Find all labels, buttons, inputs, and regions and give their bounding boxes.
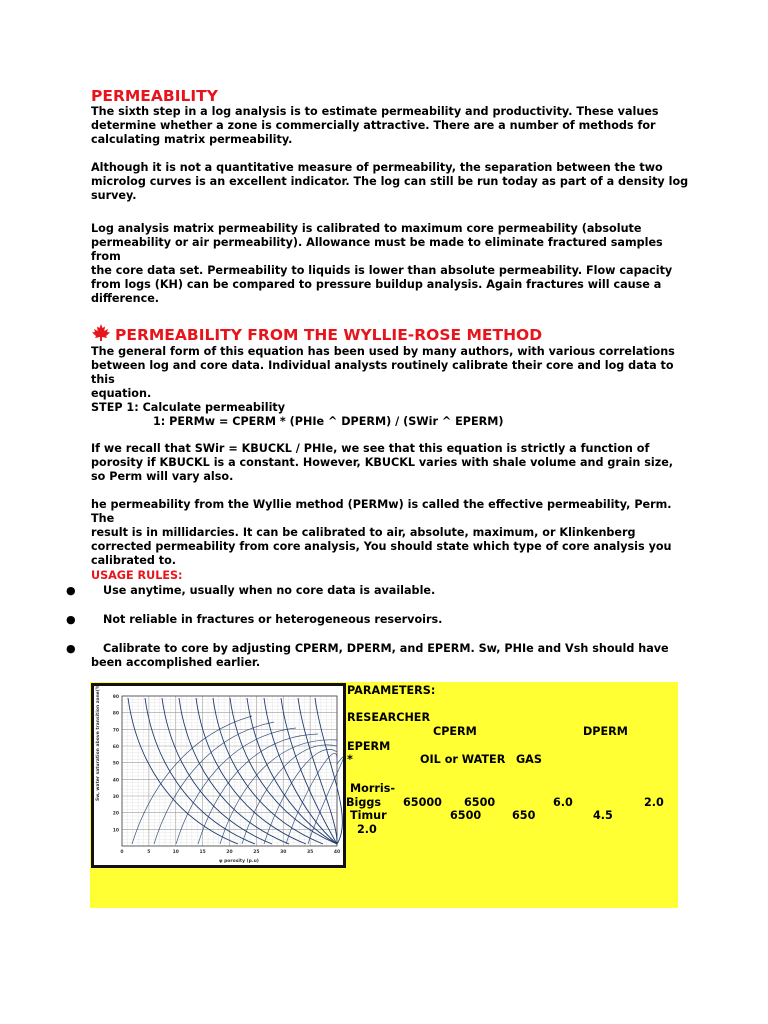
permeability-curve — [298, 698, 337, 844]
x-tick-label: 25 — [253, 850, 260, 855]
x-tick-label: 30 — [280, 850, 287, 855]
row1-researcher-line2: Biggs — [346, 796, 382, 809]
eperm-header: EPERM — [347, 740, 391, 753]
paragraph-micrologs: Although it is not a quantitative measure of permeability, the separation between the two microlog curves is an excellent indicator. The log can still be run today as part of a density log survey. — [91, 161, 689, 202]
y-tick-label: 30 — [112, 795, 119, 800]
row1-dperm: 6.0 — [553, 796, 573, 809]
row1-researcher-line1: Morris- — [350, 782, 395, 795]
star-marker: * — [347, 753, 353, 766]
paragraph-calibration: Log analysis matrix permeability is calibrated to maximum core permeability (absolute permeability or air permeability). Allowance must be made to eliminate fractured samples from the core data set. Permeability to liquids is lower than absolute permeability. Flow capacity from logs (KH) can be compared to pressure buildup analysis. Again fractures will cause a difference. — [91, 222, 673, 305]
row2-cperm-gas: 650 — [512, 809, 536, 822]
row2-researcher: Timur — [350, 809, 387, 822]
y-tick-label: 10 — [112, 828, 119, 834]
x-tick-label: 10 — [172, 850, 179, 855]
chart-svg — [94, 686, 343, 865]
y-tick-label: 20 — [112, 811, 119, 817]
researcher-label: RESEARCHER — [347, 711, 431, 724]
bvw-curve — [220, 740, 337, 844]
row2-cperm-oil: 6500 — [450, 809, 482, 822]
paragraph-kbuckl: If we recall that SWir = KBUCKL / PHIe, we see that this equation is strictly a function of porosity if KBUCKL is a constant. However, KBUCKL varies with shale volume and grain size, so Perm will vary also. — [91, 442, 674, 483]
gas-header: GAS — [516, 753, 542, 766]
bullet-text-2: Not reliable in fractures or heterogeneous reservoirs. — [103, 613, 443, 626]
paragraph-general-form: The general form of this equation has been used by many authors, with various correlations between log and core data. Individual analysts routinely calibrate their core and log data to this equation. — [91, 345, 675, 400]
y-tick-label: 40 — [112, 778, 119, 784]
x-tick-label: 35 — [306, 850, 314, 855]
bullet-text-1: Use anytime, usually when no core data is available. — [103, 584, 436, 597]
x-tick-label: 0 — [120, 850, 124, 855]
section-heading-wyllie-rose: PERMEABILITY FROM THE WYLLIE-ROSE METHOD — [115, 326, 543, 344]
bvw-curve — [308, 757, 343, 844]
bullet-dot-1: ● — [66, 584, 76, 597]
section-heading-permeability: PERMEABILITY — [91, 87, 218, 105]
maple-leaf-icon — [91, 324, 113, 342]
oil-water-header: OIL or WATER — [420, 753, 506, 766]
row2-dperm: 4.5 — [593, 809, 613, 822]
dperm-header: DPERM — [583, 725, 628, 738]
cperm-header: CPERM — [433, 725, 477, 738]
step-title: STEP 1: Calculate permeability — [91, 401, 286, 414]
x-tick-label: 40 — [333, 850, 341, 855]
paragraph-intro: The sixth step in a log analysis is to estimate permeability and productivity. These values determine whether a zone is commercially attractive. There are a number of methods for calculating matrix permeability. — [91, 105, 659, 146]
row1-cperm-oil: 65000 — [403, 796, 442, 809]
y-tick-label: 90 — [112, 695, 119, 700]
paragraph-effective-perm: he permeability from the Wyllie method (PERMw) is called the effective permeability, Perm. The result is in millidarcies. It can be calibrated to air, absolute, maximum, or Klinkenberg corrected permeability from core analysis, You should state which type of core analysis you calibrated to. — [91, 498, 672, 567]
x-tick-label: 20 — [226, 850, 233, 855]
x-tick-label: 15 — [199, 850, 206, 855]
x-axis-label: φ porosity (p.u) — [219, 859, 259, 864]
bullet-text-3: Calibrate to core by adjusting CPERM, DPERM, and EPERM. Sw, PHIe and Vsh should have been accomplished earlier. — [91, 642, 669, 669]
row1-eperm: 2.0 — [644, 796, 664, 809]
usage-rules-heading: USAGE RULES: — [91, 569, 183, 582]
parameters-title: PARAMETERS: — [347, 684, 436, 697]
row1-cperm-gas: 6500 — [464, 796, 496, 809]
y-tick-label: 80 — [112, 711, 119, 717]
permeability-curve — [264, 698, 337, 844]
bullet-dot-3: ● — [66, 642, 76, 655]
y-tick-label: 70 — [112, 728, 119, 734]
wyllie-rose-chart-figure — [91, 683, 346, 868]
y-tick-label: 60 — [112, 745, 119, 750]
step-formula: 1: PERMw = CPERM * (PHIe ^ DPERM) / (SWir ^ EPERM) — [153, 415, 504, 428]
bullet-dot-2: ● — [66, 613, 76, 626]
permeability-curve — [281, 698, 337, 844]
y-tick-label: 50 — [112, 761, 119, 767]
row2-eperm: 2.0 — [357, 823, 377, 836]
x-tick-label: 5 — [147, 850, 151, 855]
y-axis-label: Sw, water saturation above transition zone(%) — [96, 686, 101, 801]
